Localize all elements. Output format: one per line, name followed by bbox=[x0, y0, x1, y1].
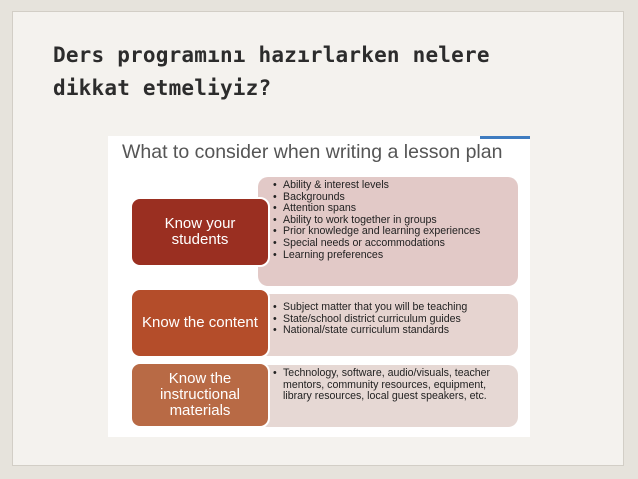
list-item: • National/state curriculum standards bbox=[271, 325, 511, 337]
slide-title: Ders programını hazırlarken nelere dikkat etmeliyiz? bbox=[53, 43, 490, 100]
know-content-box bbox=[130, 288, 270, 358]
list-item: • Ability to work together in groups bbox=[271, 215, 511, 227]
lesson-plan-figure bbox=[108, 136, 530, 437]
know-content-label: Know the content bbox=[142, 314, 258, 331]
list-item: • Special needs or accommodations bbox=[271, 238, 511, 250]
list-item: • Learning preferences bbox=[271, 250, 511, 262]
materials-list bbox=[271, 368, 511, 403]
figure-accent-bar bbox=[480, 136, 530, 139]
list-item: • Backgrounds bbox=[271, 192, 511, 204]
list-item: • Technology, software, audio/visuals, teacher mentors, community resources, equipment, library resources, local guest speakers, etc. bbox=[271, 368, 511, 403]
figure-title: What to consider when writing a lesson plan bbox=[122, 141, 503, 163]
list-item: • Attention spans bbox=[271, 203, 511, 215]
list-item: • Ability & interest levels bbox=[271, 180, 511, 192]
list-item: • Prior knowledge and learning experiences bbox=[271, 226, 511, 238]
list-item: • State/school district curriculum guides bbox=[271, 314, 511, 326]
know-materials-label: Know the instructional materials bbox=[159, 370, 241, 419]
list-item: • Subject matter that you will be teaching bbox=[271, 302, 511, 314]
students-list bbox=[271, 180, 511, 261]
know-materials-box bbox=[130, 362, 270, 428]
content-list bbox=[271, 302, 511, 337]
know-students-label: Know your students bbox=[164, 215, 236, 248]
know-students-box bbox=[130, 197, 270, 267]
